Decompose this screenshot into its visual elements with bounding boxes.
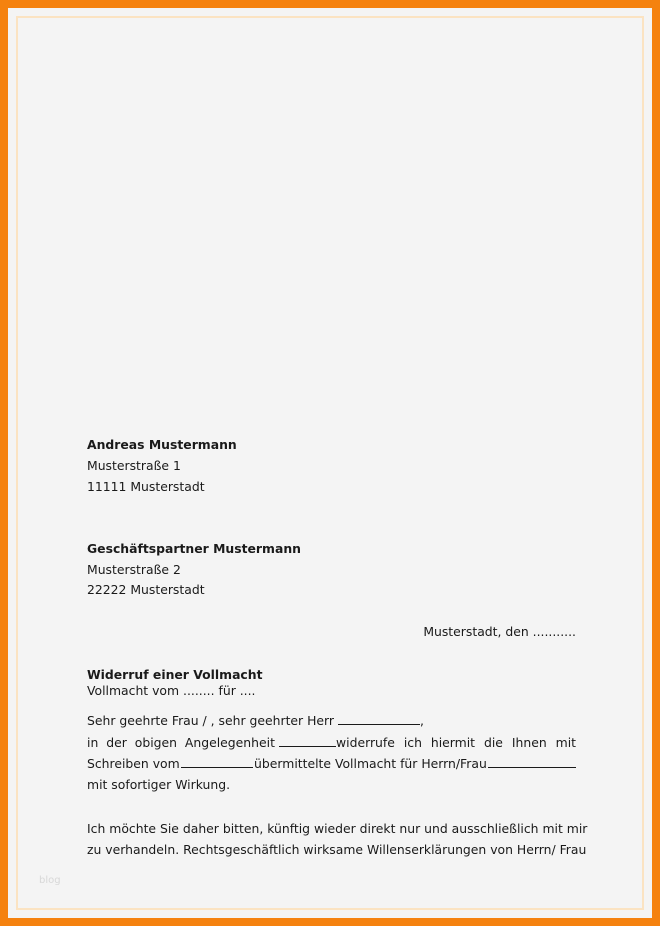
- p1-line1-start: in der obigen Angelegenheit: [87, 735, 275, 750]
- paragraph1-line2: [87, 756, 576, 771]
- paragraph1-line3: mit sofortiger Wirkung.: [87, 777, 231, 792]
- recipient-street: Musterstraße 2: [87, 562, 181, 577]
- matter-blank: [279, 735, 336, 747]
- p1-line2-end: übermittelte Vollmacht für Herrn/Frau: [254, 756, 487, 771]
- p1-line2-start: Schreiben vom: [87, 756, 180, 771]
- subject-title: Widerruf einer Vollmacht: [87, 667, 263, 682]
- paragraph1-line1: [87, 735, 576, 750]
- recipient-name: Geschäftspartner Mustermann: [87, 541, 301, 556]
- p1-line1-end: widerrufe ich hiermit die Ihnen mit: [336, 735, 576, 750]
- recipient-city: 22222 Musterstadt: [87, 582, 205, 597]
- paragraph2-line2: zu verhandeln. Rechtsgeschäftlich wirksame Willenserklärungen von Herrn/ Frau: [87, 842, 587, 857]
- watermark-text: blog: [39, 875, 61, 886]
- subject-subtitle: Vollmacht vom ........ für ....: [87, 683, 256, 698]
- sender-street: Musterstraße 1: [87, 458, 181, 473]
- person-blank: [488, 756, 576, 768]
- sender-name: Andreas Mustermann: [87, 437, 237, 452]
- salutation: [87, 713, 424, 728]
- date-line: Musterstadt, den ...........: [423, 624, 576, 639]
- letter-date-blank: [181, 756, 253, 768]
- salutation-comma: ,: [419, 713, 424, 728]
- recipient-name-blank: [338, 713, 420, 725]
- salutation-text: Sehr geehrte Frau / , sehr geehrter Herr: [87, 713, 334, 728]
- paragraph2-line1: Ich möchte Sie daher bitten, künftig wieder direkt nur und ausschließlich mit mir: [87, 821, 588, 836]
- sender-city: 11111 Musterstadt: [87, 479, 205, 494]
